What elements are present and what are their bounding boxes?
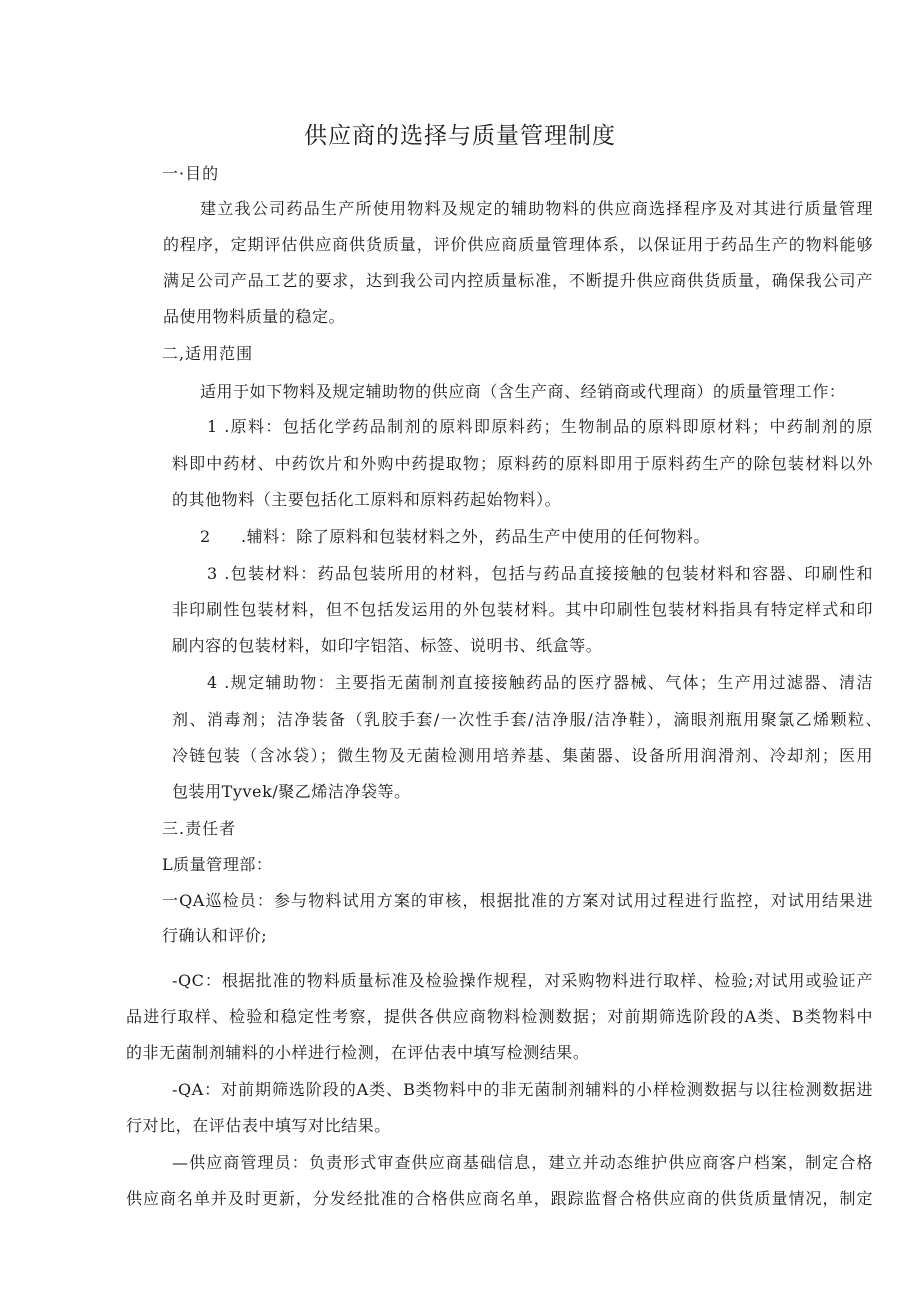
document-title: 供应商的选择与质量管理制度	[304, 123, 616, 149]
paragraph-line: 料即中药材、中药饮片和外购中药提取物；原料药的原料即用于原料药生产的除包装材料以外	[172, 454, 873, 473]
paragraph-line: 的非无菌制剂辅料的小样进行检测，在评估表中填写检测结果。	[126, 1043, 590, 1062]
role-qa: -QA：对前期筛选阶段的A类、B类物料中的非无菌制剂辅料的小样检测数据与以往检测数据进	[172, 1080, 873, 1099]
paragraph-line: 刷内容的包装材料，如印字铝箔、标签、说明书、纸盒等。	[172, 636, 603, 655]
role-qc: -QC：根据批准的物料质量标准及检验操作规程，对采购物料进行取样、检验;对试用或验证产	[172, 971, 873, 990]
paragraph-line: 行确认和评价;	[162, 926, 268, 945]
paragraph-line: 的其他物料（主要包括化工原料和原料药起始物料）。	[172, 490, 562, 509]
list-item-packaging: 3 .包装材料：药品包装所用的材料，包括与药品直接接触的包装材料和容器、印刷性和	[207, 564, 873, 583]
paragraph-line: 满足公司产品工艺的要求，达到我公司内控质量标准，不断提升供应商供货质量，确保我公司产	[163, 271, 873, 290]
role-qa-patrol: 一QA巡检员：参与物料试用方案的审核，根据批准的方案对试用过程进行监控，对试用结果进	[162, 891, 873, 910]
role-supplier-manager: —供应商管理员：负责形式审查供应商基础信息，建立并动态维护供应商客户档案，制定合格	[172, 1153, 873, 1172]
paragraph-line: 冷链包装（含冰袋）；微生物及无菌检测用培养基、集菌器、设备所用润滑剂、冷却剂；医用	[172, 746, 873, 765]
paragraph-line: 行对比，在评估表中填写对比结果。	[126, 1116, 391, 1135]
paragraph-line: 剂、消毒剂；洁净装备（乳胶手套/一次性手套/洁净服/洁净鞋），滴眼剂瓶用聚氯乙烯颗粒、	[172, 710, 882, 729]
paragraph-line: 包装用Tyvek/聚乙烯洁净袋等。	[172, 782, 411, 801]
paragraph-line: 供应商名单并及时更新，分发经批准的合格供应商名单，跟踪监督合格供应商的供货质量情况，制定	[126, 1189, 873, 1208]
paragraph-line: 品使用物料质量的稳定。	[163, 307, 346, 326]
list-item-auxiliary: 4 .规定辅助物：主要指无菌制剂直接接触药品的医疗器械、气体；生产用过滤器、清洁	[207, 673, 873, 692]
paragraph-line: 品进行取样、检验和稳定性考察，提供各供应商物料检测数据；对前期筛选阶段的A类、B类物料中	[126, 1007, 873, 1026]
paragraph-line: 非印刷性包装材料，但不包括发运用的外包装材料。其中印刷性包装材料指具有特定样式和印	[172, 600, 873, 619]
list-item-raw-material: 1 .原料：包括化学药品制剂的原料即原料药；生物制品的原料即原材料；中药制剂的原	[207, 417, 873, 436]
scope-intro: 适用于如下物料及规定辅助物的供应商（含生产商、经销商或代理商）的质量管理工作：	[200, 382, 846, 401]
section-heading-scope: 二,适用范围	[162, 344, 254, 363]
list-item-number: 2	[200, 527, 211, 546]
paragraph-line: 建立我公司药品生产所使用物料及规定的辅助物料的供应商选择程序及对其进行质量管理	[200, 199, 873, 218]
subsection-qm-dept: L质量管理部：	[162, 855, 273, 874]
section-heading-purpose: 一·目的	[162, 164, 220, 183]
list-item-excipient: .辅料：除了原料和包装材料之外，药品生产中使用的任何物料。	[241, 527, 711, 546]
paragraph-line: 的程序，定期评估供应商供货质量，评价供应商质量管理体系，以保证用于药品生产的物料能够	[163, 235, 873, 254]
section-heading-responsibility: 三.责任者	[162, 819, 237, 838]
